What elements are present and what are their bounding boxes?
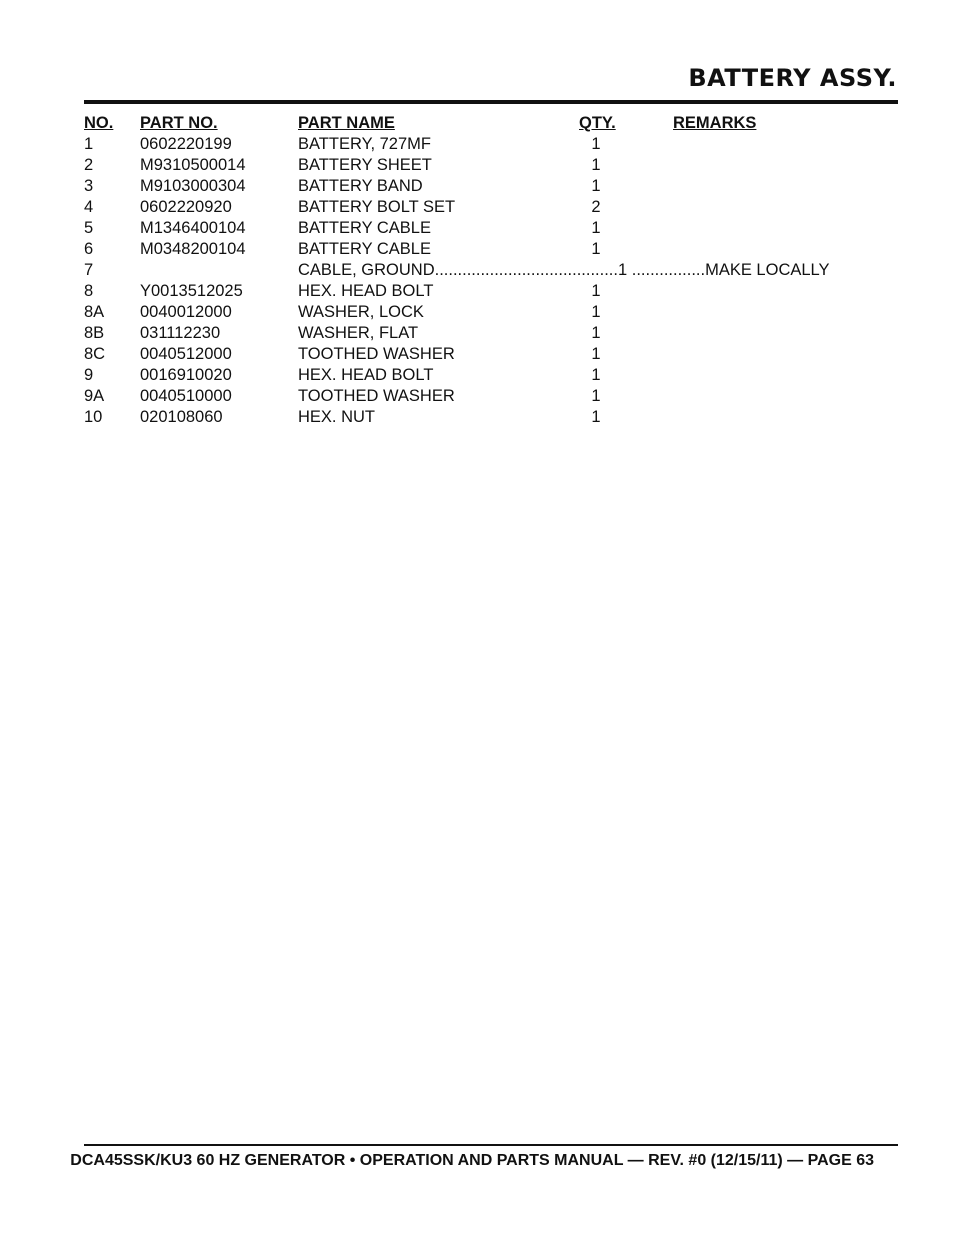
cell-no: 8A xyxy=(84,303,105,321)
cell-qty: 1 xyxy=(591,303,601,321)
cell-part-no: 0016910020 xyxy=(140,366,232,384)
table-row xyxy=(84,365,898,386)
cell-part-name: HEX. NUT xyxy=(298,408,376,426)
cell-part-name: BATTERY BOLT SET xyxy=(298,198,456,216)
cell-no: 8 xyxy=(84,282,94,300)
cell-qty: 1 xyxy=(591,282,601,300)
cell-part-name: BATTERY CABLE xyxy=(298,240,431,258)
cell-part-name: TOOTHED WASHER xyxy=(298,345,455,363)
title-rule xyxy=(84,100,898,104)
table-row xyxy=(84,239,898,260)
header-qty: QTY. xyxy=(579,114,616,132)
header-part-name: PART NAME xyxy=(298,114,395,132)
cell-part-no: M1346400104 xyxy=(140,219,246,237)
cell-part-no: 020108060 xyxy=(140,408,223,426)
table-row xyxy=(84,407,898,428)
table-header-row xyxy=(84,113,898,134)
header-part-no: PART NO. xyxy=(140,114,218,132)
cell-part-no: 0602220199 xyxy=(140,135,232,153)
cell-part-name: BATTERY SHEET xyxy=(298,156,432,174)
cell-qty: 2 xyxy=(591,198,601,216)
cell-no: 7 xyxy=(84,261,94,279)
cell-part-no: 0040510000 xyxy=(140,387,232,405)
cell-qty: 1 xyxy=(591,135,601,153)
cell-qty: 1 xyxy=(591,345,601,363)
table-row xyxy=(84,155,898,176)
cell-no: 8B xyxy=(84,324,105,342)
cell-part-no: M9310500014 xyxy=(140,156,246,174)
table-row xyxy=(84,323,898,344)
cell-part-name: CABLE, GROUND........................................1 ................MAKE LOCALLY xyxy=(298,261,830,279)
footer-rule xyxy=(84,1144,898,1146)
cell-part-no: M9103000304 xyxy=(140,177,246,195)
header-remarks: REMARKS xyxy=(673,114,757,132)
cell-part-name: BATTERY CABLE xyxy=(298,219,431,237)
cell-qty: 1 xyxy=(591,387,601,405)
cell-no: 10 xyxy=(84,408,103,426)
cell-no: 9A xyxy=(84,387,105,405)
cell-no: 3 xyxy=(84,177,94,195)
cell-no: 2 xyxy=(84,156,94,174)
parts-table xyxy=(84,113,898,428)
table-row xyxy=(84,281,898,302)
cell-part-no: Y0013512025 xyxy=(140,282,243,300)
cell-qty: 1 xyxy=(591,408,601,426)
table-row xyxy=(84,197,898,218)
table-row xyxy=(84,302,898,323)
table-row xyxy=(84,260,898,281)
header-no: NO. xyxy=(84,114,114,132)
cell-part-no: 0040512000 xyxy=(140,345,232,363)
cell-qty: 1 xyxy=(591,219,601,237)
cell-qty: 1 xyxy=(591,177,601,195)
cell-no: 5 xyxy=(84,219,94,237)
cell-no: 4 xyxy=(84,198,94,216)
cell-part-name: HEX. HEAD BOLT xyxy=(298,366,434,384)
table-body xyxy=(84,134,898,428)
cell-part-no: 0602220920 xyxy=(140,198,232,216)
cell-no: 8C xyxy=(84,345,106,363)
cell-part-name: WASHER, FLAT xyxy=(298,324,419,342)
cell-part-name: HEX. HEAD BOLT xyxy=(298,282,434,300)
cell-part-name: WASHER, LOCK xyxy=(298,303,424,321)
cell-qty: 1 xyxy=(591,156,601,174)
cell-qty: 1 xyxy=(591,366,601,384)
cell-no: 6 xyxy=(84,240,94,258)
cell-qty: 1 xyxy=(591,324,601,342)
cell-no: 1 xyxy=(84,135,94,153)
cell-qty: 1 xyxy=(591,240,601,258)
cell-part-name: TOOTHED WASHER xyxy=(298,387,455,405)
cell-part-name: BATTERY, 727MF xyxy=(298,135,431,153)
cell-part-name: BATTERY BAND xyxy=(298,177,423,195)
page-title: BATTERY ASSY. xyxy=(688,64,897,92)
table-row xyxy=(84,344,898,365)
cell-no: 9 xyxy=(84,366,94,384)
table-row xyxy=(84,176,898,197)
table-row xyxy=(84,386,898,407)
cell-part-no: 0040012000 xyxy=(140,303,232,321)
cell-part-no: 031112230 xyxy=(140,324,221,342)
cell-part-no: M0348200104 xyxy=(140,240,246,258)
table-row xyxy=(84,134,898,155)
table-row xyxy=(84,218,898,239)
page-footer: DCA45SSK/KU3 60 HZ GENERATOR • OPERATION AND PARTS MANUAL — REV. #0 (12/15/11) — PAGE 63 xyxy=(70,1152,874,1169)
